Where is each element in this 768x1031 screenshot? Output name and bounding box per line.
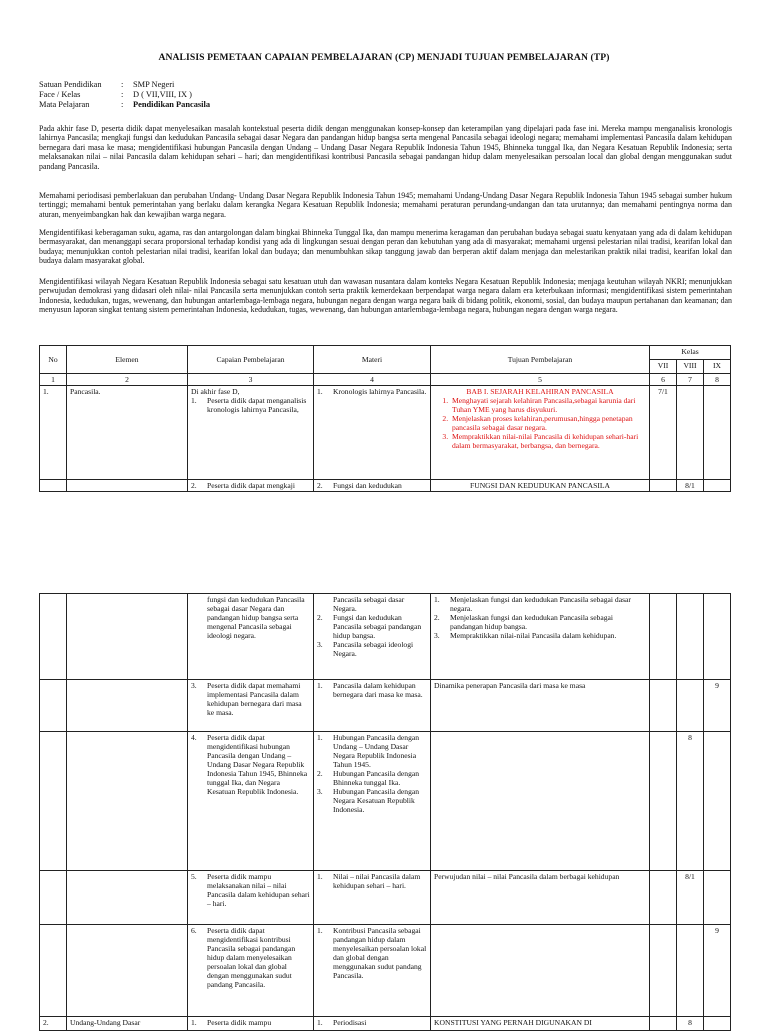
cell-capaian — [188, 680, 314, 732]
cell-viii: 8 — [677, 732, 704, 871]
item-text: Kronologis lahirnya Pancasila. — [333, 387, 427, 396]
cell-viii — [677, 680, 704, 732]
cell-tujuan — [431, 925, 650, 1017]
cell-capaian — [188, 925, 314, 1017]
cell-viii: 8 — [677, 1017, 704, 1031]
cp-text: fungsi dan kedudukan Pancasila sebagai dasar Negara dan pandangan hidup bangsa serta mengenal Pancasila sebagai ideologi negara. — [207, 595, 305, 640]
column-number: 2 — [67, 374, 188, 386]
materi-item — [317, 926, 427, 980]
meta-key: Mata Pelajaran — [39, 100, 90, 109]
cell-elemen — [67, 732, 188, 871]
cell-materi — [314, 871, 431, 925]
tp-item — [434, 631, 646, 640]
cell-ix — [704, 480, 731, 492]
table-row — [40, 732, 731, 871]
item-number: 1. — [317, 733, 323, 742]
cp-item — [191, 481, 310, 490]
cell-elemen — [67, 594, 188, 680]
tp-item — [434, 595, 646, 613]
materi-item — [317, 640, 427, 658]
item-text: Kontribusi Pancasila sebagai pandangan hidup dalam menyelesaikan persoalan lokal dan global dengan menggunakan sudut pandang Pancasila. — [333, 926, 427, 980]
cell-materi — [314, 594, 431, 680]
cp-paragraph: Mengidentifikasi keberagaman suku, agama, ras dan antargolongan dalam bingkai Bhinneka Tunggal Ika, dan mampu menerima keragaman dan perubahan budaya sebagai suatu kenyataan yang ada di dalam kehidupan bermasyarakat, dan menanggapi secara proporsional terhadap kondisi yang ada di lingkungan sesuai dengan peran dan kebutuhan yang ada di masyarakat; memahami urgensi pelestarian nilai tradisi, kearifan lokal dan budaya; menunjukkan contoh pelestarian nilai tradisi, kearifan lokal dan budaya; dan menumbuhkan sikap tanggung jawab dan berperan aktif dalam menjaga dan melestarikan praktik nilai tradisi, kearifan lokal dan budaya dalam masyarakat global. — [39, 228, 732, 266]
cell-tujuan — [431, 732, 650, 871]
cell-ix — [704, 386, 731, 480]
cell-capaian — [188, 871, 314, 925]
materi-item — [317, 613, 427, 640]
materi-item — [317, 681, 427, 699]
cell-materi — [314, 925, 431, 1017]
item-number: 2. — [317, 613, 323, 622]
item-text: Fungsi dan kedudukan — [333, 481, 402, 490]
cp-item — [191, 681, 310, 717]
tp-item: 1. Menghayati sejarah kelahiran Pancasila,sebagai karunia dari Tuhan YME yang harus disyukuri. — [450, 396, 646, 414]
meta-value: SMP Negeri — [133, 80, 175, 89]
header-elemen: Elemen — [67, 346, 188, 374]
column-number: 1 — [40, 374, 67, 386]
mapping-table-continued — [39, 593, 731, 1031]
item-text: Peserta didik mampu — [207, 1018, 272, 1027]
item-text: Hubungan Pancasila dengan Negara Kesatuan Republik Indonesia. — [333, 787, 420, 814]
cell-capaian — [188, 594, 314, 680]
item-number: 1. — [317, 926, 323, 935]
cell-viii — [677, 594, 704, 680]
header-tujuan: Tujuan Pembelajaran — [431, 346, 650, 374]
meta-colon: : — [121, 100, 124, 109]
item-number: 1. — [191, 1018, 197, 1027]
meta-key: Satuan Pendidikan — [39, 80, 102, 89]
cell-ix — [704, 732, 731, 871]
item-text: Nilai – nilai Pancasila dalam kehidupan sehari – hari. — [333, 872, 421, 890]
cp-item — [191, 733, 310, 796]
materi-item — [317, 872, 427, 890]
item-number: 1. — [191, 396, 197, 405]
cell-tujuan: KONSTITUSI YANG PERNAH DIGUNAKAN DI — [431, 1017, 650, 1031]
item-text: Periodisasi — [333, 1018, 367, 1027]
table-row — [40, 386, 731, 480]
item-number: 1. — [317, 387, 323, 396]
item-text: Pancasila sebagai ideologi Negara. — [333, 640, 414, 658]
item-number: 3. — [191, 681, 197, 690]
materi-continued: Pancasila sebagai dasar Negara. — [333, 595, 405, 613]
meta-value: Pendidikan Pancasila — [133, 100, 211, 109]
materi-item — [317, 387, 427, 396]
header-ix: IX — [704, 360, 731, 374]
column-number: 4 — [314, 374, 431, 386]
cell-vii — [650, 732, 677, 871]
cell-ix — [704, 594, 731, 680]
tp-item: 2. Menjelaskan proses kelahiran,perumusan,hingga penetapan pancasila sebagai dasar negara. — [450, 414, 646, 432]
cell-elemen — [67, 680, 188, 732]
item-number: 3. — [434, 631, 440, 640]
column-number: 5 — [431, 374, 650, 386]
meta-value: D ( VII,VIII, IX ) — [133, 90, 192, 99]
header-kelas: Kelas — [650, 346, 731, 360]
column-number: 6 — [650, 374, 677, 386]
item-text: Peserta didik mampu melaksanakan nilai – nilai Pancasila dalam kehidupan sehari – hari. — [207, 872, 310, 908]
table-row — [40, 871, 731, 925]
materi-item — [317, 1018, 427, 1027]
item-text: Menjelaskan fungsi dan kedudukan Pancasila sebagai dasar negara. — [450, 595, 631, 613]
cell-elemen — [67, 871, 188, 925]
cell-capaian — [188, 480, 314, 492]
item-number: 6. — [191, 926, 197, 935]
cell-tujuan: Dinamika penerapan Pancasila dari masa ke masa — [431, 680, 650, 732]
item-text: Peserta didik dapat mengkaji — [207, 481, 295, 490]
cell-no: 2. — [40, 1017, 67, 1031]
cp-item — [191, 396, 310, 414]
item-number: 3. — [317, 787, 323, 796]
cell-ix: 9 — [704, 680, 731, 732]
meta-key: Face / Kelas — [39, 90, 81, 99]
header-viii: VIII — [677, 360, 704, 374]
cell-vii — [650, 925, 677, 1017]
cell-viii — [677, 386, 704, 480]
materi-item — [317, 481, 427, 490]
cell-no — [40, 680, 67, 732]
cell-viii — [677, 925, 704, 1017]
table-row — [40, 925, 731, 1017]
item-text: Hubungan Pancasila dengan Undang – Undang Dasar Negara Republik Indonesia Tahun 1945. — [333, 733, 420, 769]
cell-capaian — [188, 732, 314, 871]
cell-vii — [650, 480, 677, 492]
materi-item — [317, 733, 427, 769]
item-number: 1. — [317, 872, 323, 881]
tp-list — [434, 396, 646, 450]
table-row — [40, 680, 731, 732]
tp-item — [434, 613, 646, 631]
meta-colon: : — [121, 90, 124, 99]
cell-materi — [314, 732, 431, 871]
item-text: Pancasila dalam kehidupan bernegara dari masa ke masa. — [333, 681, 423, 699]
cell-materi — [314, 386, 431, 480]
cell-tujuan — [431, 386, 650, 480]
item-text: Mempraktikkan nilai-nilai Pancasila dalam kehidupan. — [450, 631, 617, 640]
table-row — [40, 594, 731, 680]
item-number: 2. — [317, 481, 323, 490]
cell-viii: 8/1 — [677, 871, 704, 925]
cell-elemen: Pancasila. — [67, 386, 188, 480]
tp-heading: BAB I. SEJARAH KELAHIRAN PANCASILA — [466, 387, 614, 396]
item-text: Menjelaskan fungsi dan kedudukan Pancasila sebagai pandangan hidup bangsa. — [450, 613, 614, 631]
mapping-table-top — [39, 345, 731, 492]
cell-no — [40, 925, 67, 1017]
cp-item — [191, 926, 310, 989]
cp-paragraph: Mengidentifikasi wilayah Negara Kesatuan Republik Indonesia sebagai satu kesatuan utuh dan wawasan nusantara dalam konteks Negara Kesatuan Republik Indonesia; menjaga keutuhan wilayah NKRI; menunjukkan perwujudan demokrasi yang didasari oleh nilai- nilai Pancasila serta menunjukkan contoh serta praktik kemerdekaan berpendapat warga negara dalam era keterbukaan informasi; mengidentifikasi sistem pemerintahan Indonesia, kedudukan, tugas, wewenang, dan hubungan antarlembaga-lembaga negara, hubungan negara dengan warga negara baik di bidang politik, ekonomi, sosial, dan budaya maupun pertahanan dan keamanan; dan menyusun laporan singkat tentang sistem pemerintahan Indonesia, kedudukan, tugas, wewenang, dan hubungan antarlembaga-lembaga negara, hubungan negara dengan warga negara. — [39, 277, 732, 315]
item-number: 5. — [191, 872, 197, 881]
document-title: ANALISIS PEMETAAN CAPAIAN PEMBELAJARAN (CP) MENJADI TUJUAN PEMBELAJARAN (TP) — [158, 52, 610, 63]
header-no: No — [40, 346, 67, 374]
header-vii: VII — [650, 360, 677, 374]
item-number: 3. — [317, 640, 323, 649]
cp-paragraph: Pada akhir fase D, peserta didik dapat menyelesaikan masalah kontekstual peserta didik dengan menggunakan konsep-konsep dan keterampilan yang dipelajari pada fase ini. Mereka mampu menganalisis kronologis lahirnya Pancasila; mengkaji fungsi dan kedudukan Pancasila sebagai dasar Negara dan pandangan hidup bangsa serta mengenal Pancasila sebagai ideologi negara; memahami implementasi Pancasila dalam kehidupan bernegara dari masa ke masa; mengidentifikasi hubungan Pancasila dengan Undang – Undang Dasar Negara Republik Indonesia Tahun 1945, Bhinneka tunggal Ika, dan Negara Kesatuan Republik Indonesia; serta melaksanakan nilai – nilai Pancasila dalam kehidupan sehari – hari; dan mengidentifikasi kontribusi Pancasila sebagai pandangan hidup dalam menyelesaikan persoalan local dan global dengan menggunakan sudut pandang Pancasila. — [39, 124, 732, 171]
item-text: Fungsi dan kedudukan Pancasila sebagai pandangan hidup bangsa. — [333, 613, 422, 640]
cell-ix — [704, 871, 731, 925]
cp-intro: Di akhir fase D, — [191, 387, 240, 396]
cell-no — [40, 732, 67, 871]
item-text: Hubungan Pancasila dengan Bhinneka tunggal Ika. — [333, 769, 420, 787]
cell-tujuan — [431, 594, 650, 680]
materi-item — [317, 769, 427, 787]
column-number: 7 — [677, 374, 704, 386]
header-capaian: Capaian Pembelajaran — [188, 346, 314, 374]
meta-colon: : — [121, 80, 124, 89]
column-number: 8 — [704, 374, 731, 386]
cell-vii: 7/1 — [650, 386, 677, 480]
cp-item — [191, 1018, 310, 1027]
item-text: Peserta didik dapat menganalisis kronologis lahirnya Pancasila, — [207, 396, 307, 414]
cell-no: 1. — [40, 386, 67, 480]
cell-vii — [650, 871, 677, 925]
column-number: 3 — [188, 374, 314, 386]
cell-viii: 8/1 — [677, 480, 704, 492]
item-number: 1. — [317, 681, 323, 690]
cell-tujuan: Perwujudan nilai – nilai Pancasila dalam berbagai kehidupan — [431, 871, 650, 925]
item-text: Peserta didik dapat mengidentifikasi hubungan Pancasila dengan Undang – Undang Dasar Negara Republik Indonesia Tahun 1945, Bhinneka tunggal Ika, dan Negara Kesatuan Republik Indonesia. — [207, 733, 308, 796]
cell-tujuan: FUNGSI DAN KEDUDUKAN PANCASILA — [431, 480, 650, 492]
cell-materi — [314, 680, 431, 732]
cell-elemen: Undang-Undang Dasar — [67, 1017, 188, 1031]
cell-capaian — [188, 386, 314, 480]
cell-vii — [650, 594, 677, 680]
cell-elemen — [67, 480, 188, 492]
materi-item — [317, 787, 427, 814]
cell-materi — [314, 480, 431, 492]
cp-item — [191, 872, 310, 908]
cell-ix: 9 — [704, 925, 731, 1017]
cell-no — [40, 480, 67, 492]
cell-vii — [650, 680, 677, 732]
cell-elemen — [67, 925, 188, 1017]
tp-item: 3. Mempraktikkan nilai-nilai Pancasila di kehidupan sehari-hari dalam bermasyarakat, berbangsa, dan bernegara. — [450, 432, 646, 450]
cell-no — [40, 594, 67, 680]
table-row — [40, 480, 731, 492]
cell-no — [40, 871, 67, 925]
item-text: Peserta didik dapat memahami implementasi Pancasila dalam kehidupan bernegara dari masa ke masa. — [207, 681, 302, 717]
item-number: 2. — [434, 613, 440, 622]
item-number: 4. — [191, 733, 197, 742]
item-number: 2. — [191, 481, 197, 490]
item-number: 1. — [317, 1018, 323, 1027]
item-number: 1. — [434, 595, 440, 604]
header-materi: Materi — [314, 346, 431, 374]
item-number: 2. — [317, 769, 323, 778]
cp-paragraph: Memahami periodisasi pemberlakuan dan perubahan Undang- Undang Dasar Negara Republik Indonesia Tahun 1945; memahami Undang-Undang Dasar Negara Republik Indonesia Tahun 1945 sebagai sumber hukum tertinggi; memahami bentuk pemerintahan yang berlaku dalam kerangka Negara Kesatuan Republik Indonesia; memahami peraturan perundang-undangan dan tata urutannya; dan memahami pentingnya norma dan aturan, menyeimbangkan hak dan kewajiban warga negara. — [39, 191, 732, 219]
item-text: Peserta didik dapat mengidentifikasi kontribusi Pancasila sebagai pandangan hidup dalam menyelesaikan persoalan lokal dan global dengan menggunakan sudut pandang Pancasila. — [207, 926, 296, 989]
